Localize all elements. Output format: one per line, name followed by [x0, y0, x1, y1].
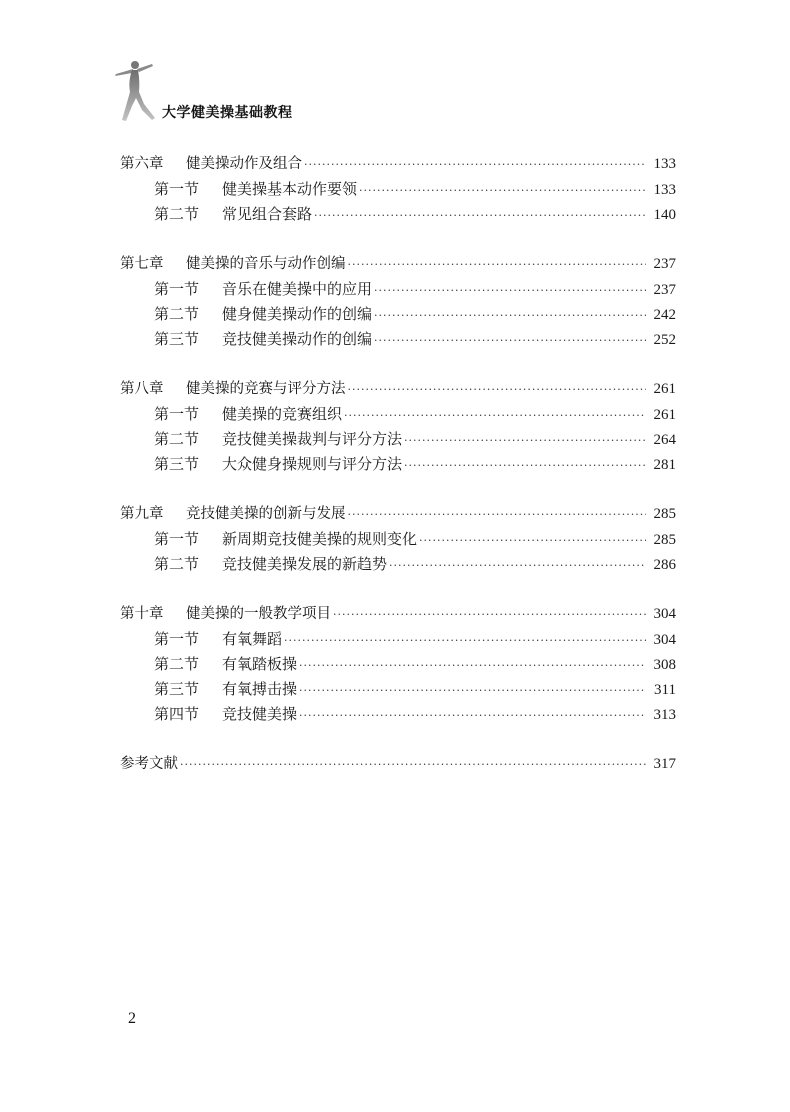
entry-page-number: 242: [653, 307, 676, 323]
entry-number: 第九章: [120, 506, 164, 522]
entry-page-number: 304: [653, 606, 676, 622]
toc-chapter-block: [120, 252, 676, 352]
toc-section-entry: [120, 627, 676, 652]
entry-page-number: 237: [653, 282, 676, 298]
dot-leader: [314, 203, 646, 228]
entry-title: 有氧舞蹈: [222, 630, 283, 648]
entry-page-number: 133: [653, 182, 676, 198]
entry-number: 第一节: [154, 280, 200, 298]
toc-chapter-block: [120, 502, 676, 577]
entry-page-number: 261: [653, 381, 676, 397]
dot-leader: [304, 152, 646, 177]
entry-page-number: 140: [653, 207, 676, 223]
toc-section-entry: [120, 652, 676, 677]
toc-section-entry: [120, 427, 676, 452]
toc-chapter-block: [120, 152, 676, 227]
toc-section-entry: [120, 702, 676, 727]
entry-page-number: 237: [653, 256, 676, 272]
running-header: [108, 58, 408, 128]
entry-number: 第一节: [154, 530, 200, 548]
toc-section-entry: [120, 177, 676, 202]
entry-number: 第六章: [120, 156, 164, 172]
dot-leader: [180, 752, 646, 777]
toc-references-entry: [120, 752, 676, 777]
entry-title: 新周期竞技健美操的规则变化: [222, 530, 418, 548]
entry-title: 健美操的音乐与动作创编: [186, 256, 346, 272]
entry-page-number: 285: [653, 532, 676, 548]
entry-page-number: 304: [653, 632, 676, 648]
entry-page-number: 308: [653, 657, 676, 673]
entry-number: 第三节: [154, 680, 200, 698]
entry-page-number: 286: [653, 557, 676, 573]
dot-leader: [389, 553, 646, 578]
entry-number: 第一节: [154, 630, 200, 648]
toc-references-block: [120, 752, 676, 777]
entry-number: 第四节: [154, 705, 200, 723]
entry-number: 第一节: [154, 180, 200, 198]
entry-title: 健美操动作及组合: [186, 156, 302, 172]
dot-leader: [348, 252, 647, 277]
dot-leader: [348, 502, 647, 527]
entry-page-number: 252: [653, 332, 676, 348]
entry-title: 竞技健美操动作的创编: [222, 330, 373, 348]
entry-number: 第七章: [120, 256, 164, 272]
entry-title: 健美操基本动作要领: [222, 180, 358, 198]
entry-number: 第二节: [154, 655, 200, 673]
entry-title: 有氧踏板操: [222, 655, 298, 673]
dot-leader: [344, 403, 646, 428]
entry-title: 健美操的竞赛组织: [222, 405, 343, 423]
dot-leader: [419, 528, 646, 553]
entry-title: 常见组合套路: [222, 205, 313, 223]
dot-leader: [284, 628, 646, 653]
dot-leader: [374, 303, 646, 328]
dot-leader: [348, 377, 647, 402]
entry-title: 健身健美操动作的创编: [222, 305, 373, 323]
entry-number: 第一节: [154, 405, 200, 423]
dot-leader: [299, 678, 646, 703]
entry-title: 大众健身操规则与评分方法: [222, 455, 403, 473]
toc-section-entry: [120, 402, 676, 427]
entry-page-number: 264: [653, 432, 676, 448]
entry-title: 竞技健美操的创新与发展: [186, 506, 346, 522]
entry-number: 第二节: [154, 430, 200, 448]
toc-section-entry: [120, 277, 676, 302]
dot-leader: [404, 428, 646, 453]
dot-leader: [374, 328, 646, 353]
entry-number: 第二节: [154, 305, 200, 323]
entry-number: 第三节: [154, 330, 200, 348]
dot-leader: [359, 178, 646, 203]
entry-page-number: 311: [654, 682, 676, 698]
dot-leader: [374, 278, 646, 303]
toc-chapter-entry: [120, 377, 676, 402]
entry-page-number: 281: [653, 457, 676, 473]
toc-section-entry: [120, 327, 676, 352]
entry-number: 第二节: [154, 205, 200, 223]
entry-title: 音乐在健美操中的应用: [222, 280, 373, 298]
entry-page-number: 261: [653, 407, 676, 423]
dot-leader: [299, 653, 646, 678]
entry-number: 第八章: [120, 381, 164, 397]
entry-title: 健美操的一般教学项目: [186, 606, 331, 622]
entry-title: 有氧搏击操: [222, 680, 298, 698]
entry-page-number: 285: [653, 506, 676, 522]
toc-chapter-entry: [120, 252, 676, 277]
entry-title: 竞技健美操发展的新趋势: [222, 555, 388, 573]
entry-page-number: 313: [653, 707, 676, 723]
toc-section-entry: [120, 302, 676, 327]
dot-leader: [299, 703, 646, 728]
toc-section-entry: [120, 452, 676, 477]
dot-leader: [333, 602, 646, 627]
toc-chapter-block: [120, 602, 676, 727]
entry-number: 第十章: [120, 606, 164, 622]
entry-title: 参考文献: [120, 756, 178, 772]
entry-title: 健美操的竞赛与评分方法: [186, 381, 346, 397]
toc-chapter-entry: [120, 152, 676, 177]
entry-title: 竞技健美操: [222, 705, 298, 723]
table-of-contents: [120, 152, 676, 802]
entry-title: 竞技健美操裁判与评分方法: [222, 430, 403, 448]
toc-chapter-entry: [120, 502, 676, 527]
toc-chapter-entry: [120, 602, 676, 627]
entry-number: 第三节: [154, 455, 200, 473]
page-number: 2: [128, 1010, 136, 1027]
entry-number: 第二节: [154, 555, 200, 573]
dot-leader: [404, 453, 646, 478]
toc-section-entry: [120, 202, 676, 227]
toc-section-entry: [120, 677, 676, 702]
toc-section-entry: [120, 527, 676, 552]
toc-section-entry: [120, 552, 676, 577]
dancer-figure-icon: [108, 58, 168, 124]
entry-page-number: 317: [653, 756, 676, 772]
toc-chapter-block: [120, 377, 676, 477]
book-title: 大学健美操基础教程: [162, 105, 293, 121]
entry-page-number: 133: [653, 156, 676, 172]
